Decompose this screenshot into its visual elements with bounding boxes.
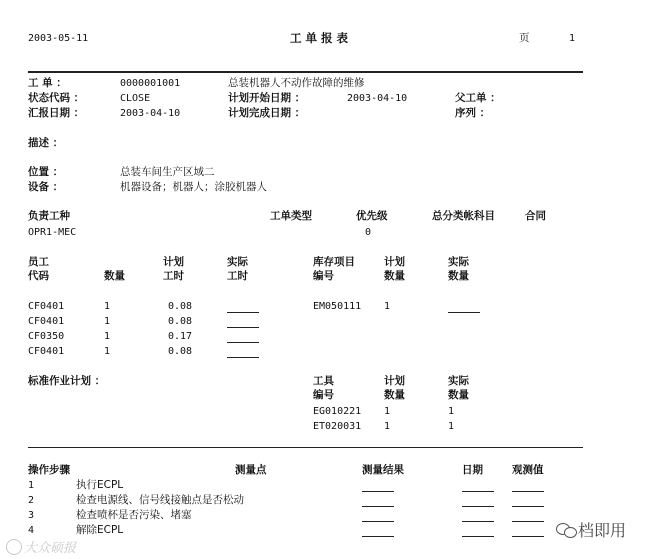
tool-row-plan: 1 — [384, 421, 391, 432]
tool-row-actual: 1 — [448, 406, 455, 417]
report-date-value: 2003-04-10 — [120, 108, 181, 119]
wo-number: 0000001001 — [120, 78, 181, 89]
location-value: 总装车间生产区域二 — [120, 166, 215, 178]
gl-account-label: 总分类帐科目 — [432, 210, 495, 222]
labor-row-code: CF0401 — [28, 301, 65, 312]
wo-type-label: 工单类型 — [270, 210, 312, 222]
step-number: 1 — [28, 480, 35, 491]
wo-description: 总装机器人不动作故障的维修 — [228, 77, 365, 89]
labor-row-hours: 0.08 — [168, 346, 193, 357]
labor-row-code: CF0401 — [28, 316, 65, 327]
step-result-blank — [362, 536, 394, 537]
craft-label: 负责工种 — [28, 210, 70, 222]
labor-row-qty: 1 — [104, 346, 111, 357]
priority-value: 0 — [365, 227, 372, 238]
step-text: 解除ECPL — [76, 524, 124, 536]
step-date-blank — [462, 506, 494, 507]
step-result-blank — [362, 521, 394, 522]
plan-start-value: 2003-04-10 — [347, 93, 408, 104]
status-label: 状态代码 ： — [28, 92, 85, 104]
watermark-logo-icon — [6, 539, 22, 555]
stock-row-actual-blank — [448, 312, 480, 313]
step-date-blank — [462, 536, 494, 537]
stock-header-actual-qty: 数量 — [448, 270, 469, 282]
step-text: 检查电源线、信号线接触点是否松动 — [76, 494, 244, 506]
stock-header-plan: 计划 — [384, 256, 405, 268]
watermark-left-text: 大众硕报 — [24, 541, 77, 556]
labor-row-actual-blank — [227, 357, 259, 358]
step-text: 执行ECPL — [76, 479, 124, 491]
tools-header-actual: 实际 — [448, 375, 469, 387]
watermark-right-text: 档即用 — [578, 521, 627, 540]
labor-row-actual-blank — [227, 342, 259, 343]
labor-row-hours: 0.17 — [168, 331, 193, 342]
tool-row-plan: 1 — [384, 406, 391, 417]
report-date: 2003-05-11 — [28, 33, 89, 44]
sequence-label: 序列 ： — [455, 107, 491, 119]
stock-header-item: 库存项目 — [313, 256, 355, 268]
step-result-blank — [362, 491, 394, 492]
location-label: 位置 ： — [28, 166, 64, 178]
labor-header-qty: 数量 — [104, 270, 125, 282]
stock-row-code: EM050111 — [313, 301, 362, 312]
labor-header-actual-hours: 工时 — [227, 270, 248, 282]
description-label: 描述 ： — [28, 137, 64, 149]
section-rule — [28, 447, 583, 448]
tools-header-tool: 工具 — [313, 375, 334, 387]
wechat-icon — [556, 522, 578, 538]
plan-start-label: 计划开始日期 ： — [228, 92, 306, 104]
step-observed-blank — [512, 491, 544, 492]
stock-header-code: 编号 — [313, 270, 334, 282]
labor-row-actual-blank — [227, 312, 259, 313]
step-observed-blank — [512, 521, 544, 522]
labor-row-hours: 0.08 — [168, 316, 193, 327]
steps-header-observed: 观测值 — [512, 464, 544, 476]
priority-label: 优先级 — [356, 210, 388, 222]
labor-row-code: CF0401 — [28, 346, 65, 357]
step-observed-blank — [512, 506, 544, 507]
report-date-label: 汇报日期 ： — [28, 107, 85, 119]
page-number: 1 — [569, 33, 576, 44]
plan-end-label: 计划完成日期 ： — [228, 107, 306, 119]
step-number: 3 — [28, 510, 35, 521]
tools-header-actual-qty: 数量 — [448, 389, 469, 401]
craft-value: OPR1-MEC — [28, 227, 77, 238]
tool-row-code: ET020031 — [313, 421, 362, 432]
contract-label: 合同 — [525, 210, 546, 222]
labor-header-actual: 实际 — [227, 256, 248, 268]
parent-wo-label: 父工单 ： — [455, 92, 501, 104]
labor-row-code: CF0350 — [28, 331, 65, 342]
tools-header-code: 编号 — [313, 389, 334, 401]
step-text: 检查喷杯是否污染、堵塞 — [76, 509, 192, 521]
steps-header-date: 日期 — [462, 464, 483, 476]
steps-header-point: 测量点 — [235, 464, 267, 476]
labor-row-qty: 1 — [104, 331, 111, 342]
stock-header-plan-qty: 数量 — [384, 270, 405, 282]
step-date-blank — [462, 521, 494, 522]
labor-header-plan-hours: 工时 — [163, 270, 184, 282]
step-number: 2 — [28, 495, 35, 506]
tool-row-actual: 1 — [448, 421, 455, 432]
labor-header-emp: 员工 — [28, 256, 49, 268]
std-plan-label: 标准作业计划 ： — [28, 375, 106, 387]
step-date-blank — [462, 491, 494, 492]
labor-row-qty: 1 — [104, 316, 111, 327]
labor-row-actual-blank — [227, 327, 259, 328]
watermark-left — [6, 537, 76, 556]
step-number: 4 — [28, 525, 35, 536]
labor-row-hours: 0.08 — [168, 301, 193, 312]
labor-header-code: 代码 — [28, 270, 49, 282]
steps-header-result: 测量结果 — [362, 464, 404, 476]
page-label: 页 — [519, 32, 530, 44]
equipment-value: 机器设备；机器人；涂胶机器人 — [120, 181, 267, 193]
header-rule — [28, 71, 583, 73]
tool-row-code: EG010221 — [313, 406, 362, 417]
stock-row-qty: 1 — [384, 301, 391, 312]
labor-header-plan: 计划 — [163, 256, 184, 268]
stock-header-actual: 实际 — [448, 256, 469, 268]
watermark-right — [556, 518, 626, 541]
equipment-label: 设备 ： — [28, 181, 64, 193]
report-title: 工 单 报 表 — [290, 31, 349, 45]
step-result-blank — [362, 506, 394, 507]
wo-label: 工 单 ： — [28, 77, 67, 89]
steps-header-step: 操作步骤 — [28, 464, 70, 476]
labor-row-qty: 1 — [104, 301, 111, 312]
tools-header-plan-qty: 数量 — [384, 389, 405, 401]
tools-header-plan: 计划 — [384, 375, 405, 387]
step-observed-blank — [512, 536, 544, 537]
status-value: CLOSE — [120, 93, 151, 104]
